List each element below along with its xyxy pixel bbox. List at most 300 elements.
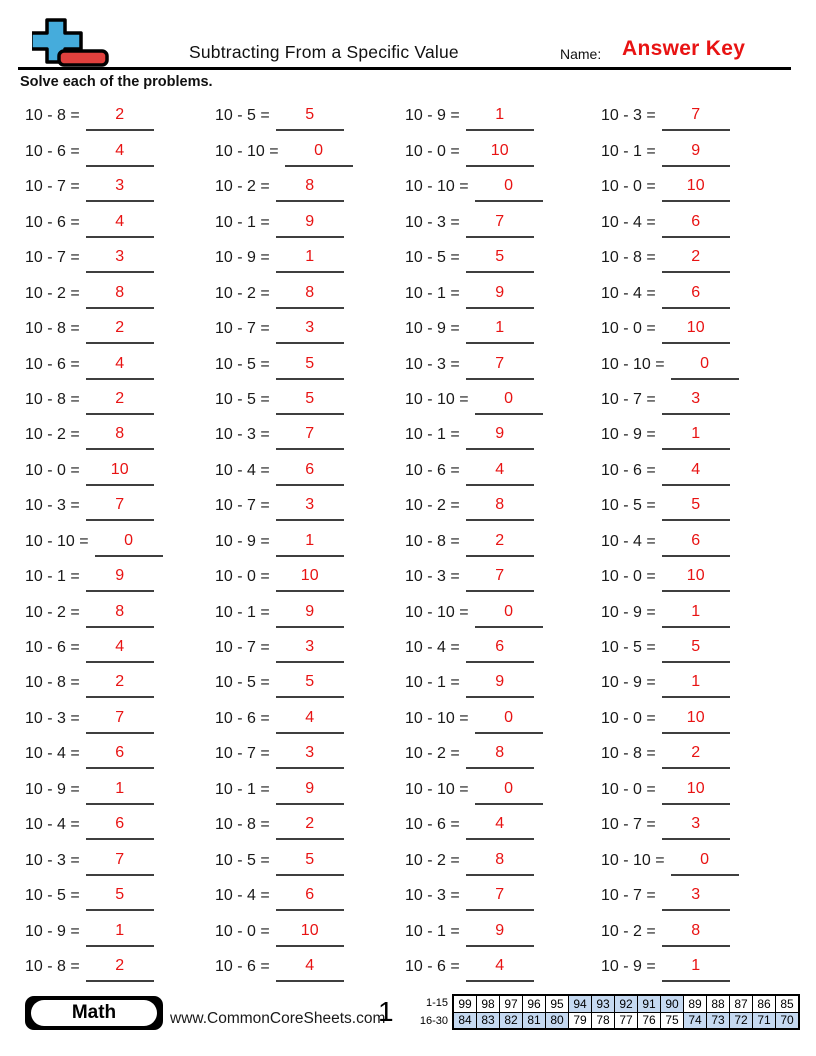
problem-cell: [25, 344, 215, 379]
problem-cell: [215, 592, 405, 627]
answer-value: 7: [495, 886, 505, 904]
answer-blank: [276, 954, 344, 982]
problem-cell: [25, 628, 215, 663]
problems-grid: [25, 96, 791, 982]
problem-cell: [601, 840, 791, 875]
problem-text: 10 - 9 =: [601, 674, 656, 692]
problem-cell: [215, 96, 405, 131]
answer-blank: [276, 706, 344, 734]
answer-value: 4: [691, 460, 701, 478]
problem-text: 10 - 9 =: [601, 426, 656, 444]
problem-text: 10 - 7 =: [25, 178, 80, 196]
answer-blank: [662, 174, 730, 202]
problem-text: 10 - 2 =: [405, 851, 460, 869]
problem-text: 10 - 10 =: [405, 178, 469, 196]
answer-value: 5: [691, 496, 701, 514]
problem-text: 10 - 3 =: [215, 426, 270, 444]
problem-text: 10 - 1 =: [215, 603, 270, 621]
answer-blank: [276, 281, 344, 309]
score-cell: 92: [615, 995, 638, 1012]
problem-text: 10 - 0 =: [25, 461, 80, 479]
answer-value: 3: [115, 248, 125, 266]
score-row-label: 16-30: [419, 1014, 448, 1027]
problem-text: 10 - 9 =: [601, 603, 656, 621]
problem-cell: [601, 131, 791, 166]
problem-text: 10 - 10 =: [405, 709, 469, 727]
answer-blank: [86, 564, 154, 592]
score-cell: 87: [730, 995, 753, 1012]
answer-blank: [466, 919, 534, 947]
problem-text: 10 - 3 =: [405, 568, 460, 586]
answer-blank: [86, 352, 154, 380]
problem-cell: [215, 415, 405, 450]
problem-text: 10 - 7 =: [601, 390, 656, 408]
answer-blank: [466, 635, 534, 663]
header-rule: [18, 67, 791, 70]
problem-cell: [405, 273, 601, 308]
answer-blank: [662, 919, 730, 947]
answer-blank: [276, 919, 344, 947]
answer-blank: [466, 883, 534, 911]
answer-blank: [86, 245, 154, 273]
score-cell: 75: [661, 1012, 684, 1029]
problem-text: 10 - 9 =: [405, 107, 460, 125]
problem-text: 10 - 7 =: [215, 320, 270, 338]
answer-value: 10: [686, 319, 705, 337]
problem-cell: [215, 663, 405, 698]
problem-text: 10 - 10 =: [25, 532, 89, 550]
problem-text: 10 - 2 =: [601, 922, 656, 940]
answer-blank: [276, 741, 344, 769]
score-cell: 82: [500, 1012, 523, 1029]
problem-cell: [601, 698, 791, 733]
problem-text: 10 - 4 =: [25, 816, 80, 834]
problem-cell: [25, 450, 215, 485]
answer-blank: [466, 103, 534, 131]
score-cell: 99: [453, 995, 477, 1012]
problem-text: 10 - 0 =: [601, 320, 656, 338]
answer-value: 8: [495, 744, 505, 762]
answer-blank: [466, 670, 534, 698]
problem-cell: [405, 805, 601, 840]
problem-cell: [25, 202, 215, 237]
answer-blank: [276, 387, 344, 415]
answer-value: 8: [305, 283, 315, 301]
problem-text: 10 - 1 =: [601, 142, 656, 160]
answer-value: 5: [115, 886, 125, 904]
problem-text: 10 - 0 =: [601, 178, 656, 196]
answer-value: 6: [691, 531, 701, 549]
plus-minus-logo: [32, 16, 112, 68]
answer-value: 7: [495, 567, 505, 585]
answer-blank: [662, 210, 730, 238]
score-cell: 84: [453, 1012, 477, 1029]
answer-value: 4: [115, 638, 125, 655]
answer-value: 3: [691, 886, 701, 904]
problem-text: 10 - 10 =: [215, 142, 279, 160]
problem-cell: [25, 309, 215, 344]
answer-value: 3: [305, 496, 315, 514]
problem-text: 10 - 2 =: [25, 284, 80, 302]
problem-text: 10 - 8 =: [601, 249, 656, 267]
answer-value: 3: [305, 319, 315, 337]
answer-blank: [466, 493, 534, 521]
minus-icon: [59, 51, 107, 65]
score-cell: 89: [684, 995, 707, 1012]
problem-cell: [25, 238, 215, 273]
answer-value: 4: [305, 708, 315, 726]
answer-value: 2: [305, 815, 315, 833]
answer-key-text: Answer Key: [622, 37, 746, 60]
answer-blank: [276, 670, 344, 698]
answer-value: 10: [686, 779, 705, 797]
answer-blank: [662, 564, 730, 592]
score-cell: 94: [569, 995, 592, 1012]
problem-text: 10 - 0 =: [601, 780, 656, 798]
answer-blank: [86, 777, 154, 805]
problem-text: 10 - 0 =: [215, 568, 270, 586]
problem-text: 10 - 0 =: [601, 709, 656, 727]
problem-text: 10 - 1 =: [215, 780, 270, 798]
score-cell: 85: [776, 995, 800, 1012]
score-cell: 70: [776, 1012, 800, 1029]
answer-value: 5: [495, 248, 505, 266]
problem-text: 10 - 5 =: [215, 674, 270, 692]
problem-cell: [25, 911, 215, 946]
answer-value: 5: [305, 106, 315, 124]
answer-blank: [662, 281, 730, 309]
problem-cell: [25, 557, 215, 592]
problem-cell: [405, 628, 601, 663]
problem-text: 10 - 10 =: [601, 851, 665, 869]
problem-text: 10 - 8 =: [215, 816, 270, 834]
name-label: Name:: [560, 46, 602, 62]
problem-text: 10 - 3 =: [405, 213, 460, 231]
problem-text: 10 - 2 =: [25, 426, 80, 444]
answer-value: 7: [495, 354, 505, 372]
answer-blank: [276, 458, 344, 486]
answer-value: 6: [115, 744, 125, 762]
answer-value: 3: [305, 638, 315, 655]
answer-blank: [466, 245, 534, 273]
answer-value: 0: [504, 708, 514, 726]
answer-blank: [276, 245, 344, 273]
problem-text: 10 - 8 =: [25, 107, 80, 125]
score-row-labels: [396, 995, 448, 1030]
answer-value: 7: [691, 106, 701, 124]
problem-text: 10 - 3 =: [25, 497, 80, 515]
problem-cell: [215, 238, 405, 273]
problem-cell: [215, 486, 405, 521]
problem-cell: [215, 521, 405, 556]
problem-text: 10 - 4 =: [405, 639, 460, 656]
answer-value: 2: [115, 106, 125, 124]
answer-blank: [662, 706, 730, 734]
answer-value: 1: [691, 673, 701, 691]
problem-cell: [215, 273, 405, 308]
problem-text: 10 - 5 =: [215, 390, 270, 408]
score-cell: 91: [638, 995, 661, 1012]
problem-text: 10 - 4 =: [215, 887, 270, 905]
problem-cell: [601, 238, 791, 273]
answer-blank: [466, 848, 534, 876]
answer-value: 3: [305, 744, 315, 762]
problem-text: 10 - 7 =: [215, 639, 270, 656]
answer-blank: [86, 600, 154, 628]
answer-blank: [662, 422, 730, 450]
answer-value: 2: [495, 531, 505, 549]
problem-cell: [25, 876, 215, 911]
answer-value: 2: [691, 744, 701, 762]
score-cell: 97: [500, 995, 523, 1012]
answer-blank: [86, 387, 154, 415]
answer-blank: [276, 777, 344, 805]
answer-value: 1: [305, 531, 315, 549]
answer-blank: [475, 777, 543, 805]
answer-value: 8: [495, 850, 505, 868]
problem-text: 10 - 2 =: [405, 745, 460, 763]
problem-cell: [405, 131, 601, 166]
answer-value: 4: [495, 460, 505, 478]
answer-value: 9: [305, 212, 315, 230]
answer-blank: [466, 812, 534, 840]
answer-blank: [662, 600, 730, 628]
answer-blank: [671, 848, 739, 876]
problem-text: 10 - 8 =: [25, 320, 80, 338]
answer-blank: [86, 635, 154, 663]
problem-cell: [215, 380, 405, 415]
answer-value: 6: [305, 886, 315, 904]
answer-blank: [466, 316, 534, 344]
answer-value: 8: [115, 602, 125, 620]
problem-cell: [405, 592, 601, 627]
answer-value: 10: [300, 921, 319, 939]
answer-blank: [86, 422, 154, 450]
problem-cell: [601, 557, 791, 592]
problem-cell: [25, 698, 215, 733]
problem-cell: [601, 734, 791, 769]
problem-text: 10 - 1 =: [405, 922, 460, 940]
problem-text: 10 - 8 =: [25, 674, 80, 692]
score-cell: 80: [546, 1012, 569, 1029]
problem-text: 10 - 3 =: [405, 355, 460, 373]
answer-value: 10: [110, 460, 129, 478]
answer-blank: [276, 635, 344, 663]
problem-cell: [405, 380, 601, 415]
problem-cell: [25, 167, 215, 202]
answer-value: 9: [305, 602, 315, 620]
answer-value: 4: [115, 354, 125, 372]
answer-value: 4: [115, 212, 125, 230]
answer-blank: [662, 316, 730, 344]
answer-value: 7: [495, 212, 505, 230]
instruction-text: Solve each of the problems.: [20, 74, 213, 90]
problem-text: 10 - 6 =: [25, 639, 80, 656]
answer-value: 1: [691, 602, 701, 620]
problem-cell: [215, 557, 405, 592]
problem-cell: [601, 380, 791, 415]
problem-text: 10 - 3 =: [405, 887, 460, 905]
answer-blank: [86, 919, 154, 947]
score-cell: 71: [753, 1012, 776, 1029]
problem-cell: [215, 202, 405, 237]
answer-value: 4: [495, 956, 505, 974]
problem-cell: [215, 628, 405, 663]
answer-blank: [276, 103, 344, 131]
answer-value: 5: [305, 354, 315, 372]
answer-blank: [276, 600, 344, 628]
answer-blank: [95, 529, 163, 557]
problem-text: 10 - 9 =: [215, 249, 270, 267]
score-cell: 95: [546, 995, 569, 1012]
answer-blank: [276, 174, 344, 202]
problem-cell: [25, 947, 215, 982]
problem-text: 10 - 4 =: [601, 532, 656, 550]
problem-text: 10 - 10 =: [405, 780, 469, 798]
problem-cell: [25, 805, 215, 840]
problem-cell: [405, 521, 601, 556]
problem-text: 10 - 5 =: [405, 249, 460, 267]
problem-text: 10 - 6 =: [25, 355, 80, 373]
answer-blank: [662, 458, 730, 486]
answer-value: 0: [504, 177, 514, 195]
problem-cell: [601, 309, 791, 344]
answer-value: 9: [495, 673, 505, 691]
problem-cell: [215, 769, 405, 804]
answer-value: 1: [495, 106, 505, 124]
answer-value: 5: [305, 389, 315, 407]
answer-value: 1: [115, 921, 125, 939]
answer-blank: [276, 422, 344, 450]
answer-value: 8: [115, 283, 125, 301]
answer-value: 0: [700, 354, 710, 372]
problem-text: 10 - 10 =: [405, 603, 469, 621]
problem-text: 10 - 6 =: [215, 709, 270, 727]
answer-blank: [671, 352, 739, 380]
problem-text: 10 - 10 =: [601, 355, 665, 373]
answer-value: 2: [115, 956, 125, 974]
page-title: Subtracting From a Specific Value: [189, 42, 459, 62]
answer-value: 7: [305, 425, 315, 443]
subject-label: Math: [31, 1000, 157, 1026]
answer-value: 1: [691, 956, 701, 974]
answer-blank: [466, 281, 534, 309]
answer-value: 0: [504, 779, 514, 797]
answer-value: 3: [691, 389, 701, 407]
problem-cell: [25, 521, 215, 556]
problem-text: 10 - 10 =: [405, 390, 469, 408]
problem-text: 10 - 7 =: [215, 497, 270, 515]
problem-cell: [25, 769, 215, 804]
problem-cell: [601, 486, 791, 521]
problem-cell: [215, 698, 405, 733]
problem-cell: [405, 876, 601, 911]
answer-value: 5: [691, 638, 701, 655]
answer-blank: [86, 706, 154, 734]
problem-cell: [215, 131, 405, 166]
answer-value: 6: [305, 460, 315, 478]
answer-blank: [475, 600, 543, 628]
answer-blank: [86, 741, 154, 769]
score-cell: 76: [638, 1012, 661, 1029]
problem-text: 10 - 2 =: [215, 284, 270, 302]
answer-value: 1: [115, 779, 125, 797]
problem-cell: [215, 805, 405, 840]
answer-blank: [86, 670, 154, 698]
answer-value: 8: [115, 425, 125, 443]
problem-text: 10 - 0 =: [215, 922, 270, 940]
problem-cell: [601, 663, 791, 698]
score-cell: 88: [707, 995, 730, 1012]
problem-text: 10 - 7 =: [601, 887, 656, 905]
answer-value: 6: [691, 212, 701, 230]
problem-text: 10 - 1 =: [405, 284, 460, 302]
problem-text: 10 - 5 =: [215, 355, 270, 373]
problem-cell: [215, 840, 405, 875]
answer-blank: [662, 812, 730, 840]
problem-cell: [601, 628, 791, 663]
answer-value: 7: [115, 850, 125, 868]
answer-blank: [662, 245, 730, 273]
problem-text: 10 - 9 =: [601, 957, 656, 975]
answer-value: 3: [691, 815, 701, 833]
problem-text: 10 - 1 =: [405, 674, 460, 692]
score-cell: 72: [730, 1012, 753, 1029]
problem-cell: [25, 96, 215, 131]
problem-text: 10 - 3 =: [25, 709, 80, 727]
answer-value: 2: [691, 248, 701, 266]
score-table: [452, 994, 800, 1030]
answer-value: 5: [305, 673, 315, 691]
problem-cell: [601, 273, 791, 308]
answer-blank: [662, 529, 730, 557]
answer-blank: [466, 458, 534, 486]
answer-blank: [662, 103, 730, 131]
answer-value: 1: [691, 425, 701, 443]
problem-cell: [601, 415, 791, 450]
problem-cell: [215, 309, 405, 344]
answer-value: 8: [305, 177, 315, 195]
problem-text: 10 - 5 =: [215, 851, 270, 869]
answer-blank: [466, 210, 534, 238]
problem-cell: [215, 734, 405, 769]
answer-blank: [86, 316, 154, 344]
problem-cell: [405, 202, 601, 237]
answer-blank: [475, 387, 543, 415]
answer-blank: [86, 174, 154, 202]
answer-value: 8: [691, 921, 701, 939]
answer-blank: [662, 139, 730, 167]
answer-blank: [466, 352, 534, 380]
problem-text: 10 - 2 =: [25, 603, 80, 621]
answer-value: 9: [305, 779, 315, 797]
answer-value: 0: [314, 141, 324, 159]
answer-value: 4: [495, 815, 505, 833]
answer-blank: [86, 812, 154, 840]
problem-cell: [25, 663, 215, 698]
answer-blank: [86, 210, 154, 238]
answer-blank: [285, 139, 353, 167]
problem-cell: [601, 167, 791, 202]
problem-text: 10 - 6 =: [405, 816, 460, 834]
problem-text: 10 - 5 =: [601, 639, 656, 656]
answer-value: 0: [124, 531, 134, 549]
problem-cell: [25, 734, 215, 769]
score-cell: 77: [615, 1012, 638, 1029]
problem-text: 10 - 5 =: [25, 887, 80, 905]
problem-cell: [215, 450, 405, 485]
answer-blank: [662, 635, 730, 663]
